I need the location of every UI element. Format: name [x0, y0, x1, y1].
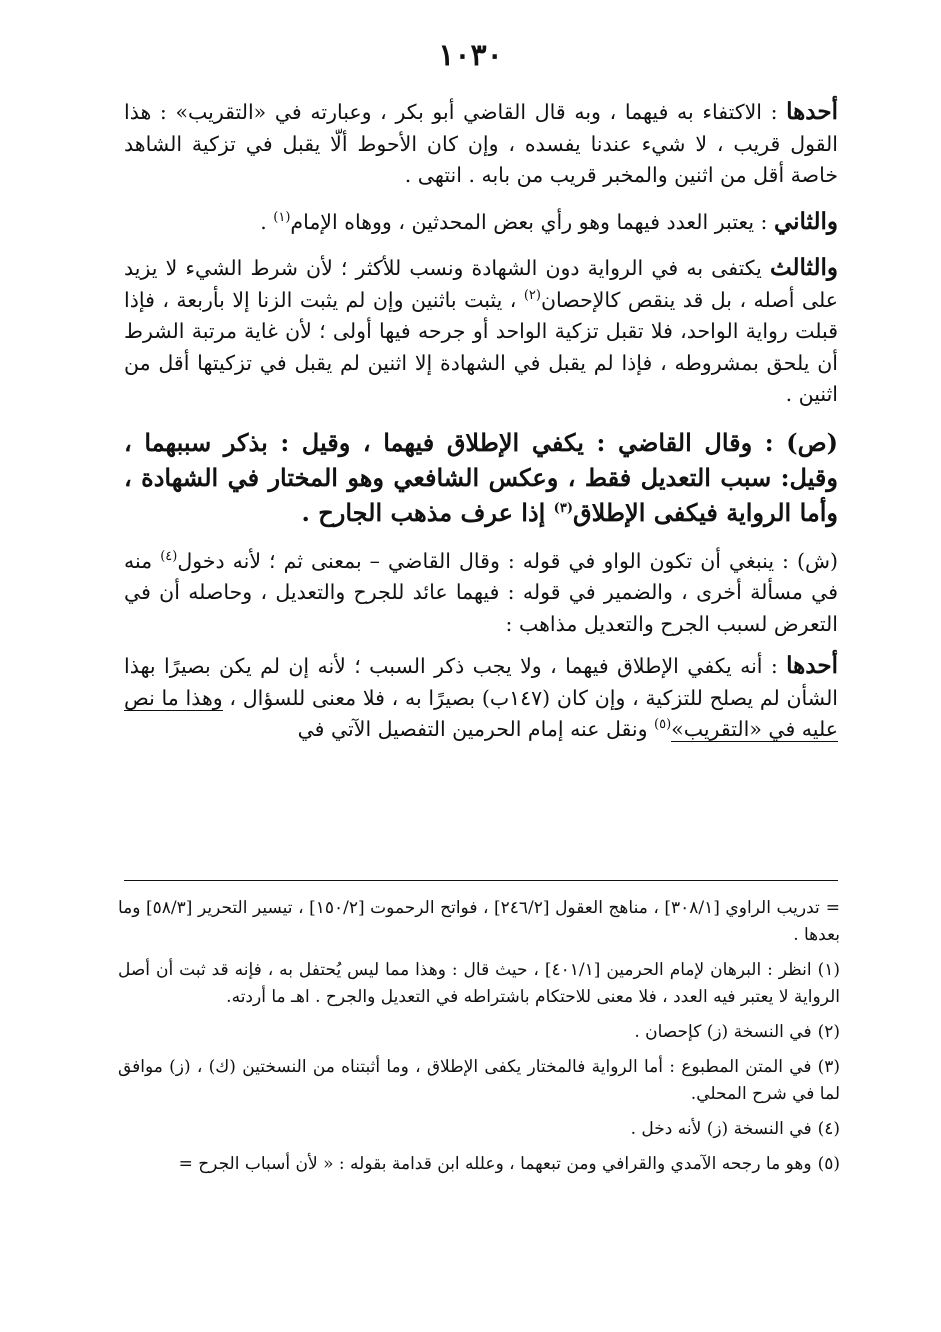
paragraph-lead: والثالث: [769, 254, 838, 281]
footnote-text: تدريب الراوي [٣٠٨/١] ، مناهج العقول [٢٤٦/٢] ، فواتح الرحموت [١٥٠/٢] ، تيسير التحرير [٥٨/٣] وما بعدها .: [118, 898, 840, 945]
footnote-mark: (٢): [817, 1022, 840, 1042]
paragraph-text: يكتفى به في الرواية دون الشهادة ونسب للأكثر ؛ لأن شرط الشيء لا يزيد على أصله ، بل قد ينقص كالإحصان: [124, 256, 838, 312]
paragraph-second-opinion: [124, 206, 838, 239]
matn-paragraph: [124, 425, 838, 530]
footnote-text: في النسخة (ز) لأنه دخل .: [630, 1119, 812, 1139]
paragraph-third-opinion: [124, 252, 838, 411]
footnote-ref-4: (٤): [160, 548, 178, 564]
paragraph-first-madhab: [124, 650, 838, 746]
footnote-ref-1: (١): [273, 209, 291, 225]
footnote-mark: (٣): [817, 1057, 840, 1077]
footnotes: [118, 895, 840, 1186]
paragraph-text: : أنه يكفي الإطلاق فيهما ، ولا يجب ذكر السبب ؛ لأنه إن لم يكن بصيرًا بهذا الشأن لم يصلح للتزكية ، وإن كان (١٤٧ب) بصيرًا به ، فلا معنى للسؤال ،: [124, 654, 839, 710]
footnote-1: [118, 957, 840, 1011]
paragraph-first-opinion: [124, 96, 838, 192]
footnote-2: [118, 1019, 840, 1046]
paragraph-text-end: .: [260, 209, 274, 234]
main-text: [124, 96, 838, 760]
footnote-5: [118, 1151, 840, 1178]
footnote-separator: [124, 880, 838, 881]
paragraph-text: : يعتبر العدد فيهما وهو رأي بعض المحدثين ، ووهاه الإمام: [290, 209, 774, 234]
footnote-text: وهو ما رجحه الآمدي والقرافي ومن تبعهما ، وعلله ابن قدامة بقوله : « لأن أسباب الجرح =: [178, 1154, 812, 1174]
footnote-mark: =: [825, 898, 841, 918]
paragraph-lead: أحدها: [786, 652, 838, 679]
footnote-mark: (٤): [817, 1119, 840, 1139]
matn-text: (ص) : وقال القاضي : يكفي الإطلاق فيهما ، وقيل : بذكر سببهما ، وقيل: سبب التعديل فقط ، وعكس الشافعي وهو المختار في الشهادة ، وأما الرواية فيكفى الإطلاق: [124, 427, 838, 527]
footnote-3: [118, 1054, 840, 1108]
sharh-paragraph: [124, 546, 838, 641]
footnote-text: في المتن المطبوع : أما الرواية فالمختار يكفى الإطلاق ، وما أثبتناه من النسختين (ك) ، (ز) موافق لما في شرح المحلي.: [118, 1057, 840, 1104]
paragraph-text-cont: ونقل عنه إمام الحرمين التفصيل الآتي في: [297, 717, 655, 741]
footnote-4: [118, 1116, 840, 1143]
footnote-text: انظر : البرهان لإمام الحرمين [٤٠١/١] ، حيث قال : وهذا مما ليس يُحتفل به ، فإنه قد ثبت أن أصل الرواية لا يعتبر فيه العدد ، فلا معنى للاحتكام باشتراطه في التعديل والجرح . اهـ ما أردته.: [118, 960, 840, 1007]
footnote-ref-5: (٥): [654, 717, 672, 733]
underlined-phrase: وهذا ما نص عليه في «التقريب»: [124, 685, 838, 741]
paragraph-text: : الاكتفاء به فيهما ، وبه قال القاضي أبو بكر ، وعبارته في «التقريب» : هذا القول قريب ، لا شيء عندنا يفسده ، وإن كان الأحوط ألّا يقبل في تزكية الشاهد خاصة أقل من اثنين والمخبر قريب من بابه . انتهى .: [124, 100, 838, 187]
sharh-text: (ش) : ينبغي أن تكون الواو في قوله : وقال القاضي – بمعنى ثم ؛ لأنه دخول: [177, 548, 838, 573]
footnote-mark: (١): [817, 960, 841, 980]
footnote-text: في النسخة (ز) كإحصان .: [634, 1022, 812, 1042]
paragraph-lead: أحدها: [786, 98, 838, 125]
paragraph-lead: والثاني: [773, 207, 838, 235]
page-number: ١٠٣٠: [438, 38, 503, 73]
matn-text-cont: إذا عرف مذهب الجارح .: [301, 497, 554, 527]
footnote-mark: (٥): [817, 1154, 840, 1174]
paragraph-text-cont: ، يثبت باثنين وإن لم يثبت الزنا إلا بأربعة ، فإذا قبلت رواية الواحد، فلا تقبل تزكية الواحد أو جرحه فيها أولى ؛ لأن غاية مرتبة الشرط أن يلحق بمشروطه ، فإذا لم يقبل في الشهادة إلا اثنين لم يقبل في تزكيتها أقل من اثنين .: [124, 287, 838, 406]
footnote-continued: [118, 895, 840, 949]
footnote-ref-2: (٢): [523, 287, 541, 303]
sharh-text-cont: منه في مسألة أخرى ، والضمير في قوله : فيهما عائد للجرح والتعديل ، وحاصله أن في التعرض لسبب الجرح والتعديل مذاهب :: [124, 548, 838, 636]
footnote-ref-3: (٣): [553, 500, 573, 516]
